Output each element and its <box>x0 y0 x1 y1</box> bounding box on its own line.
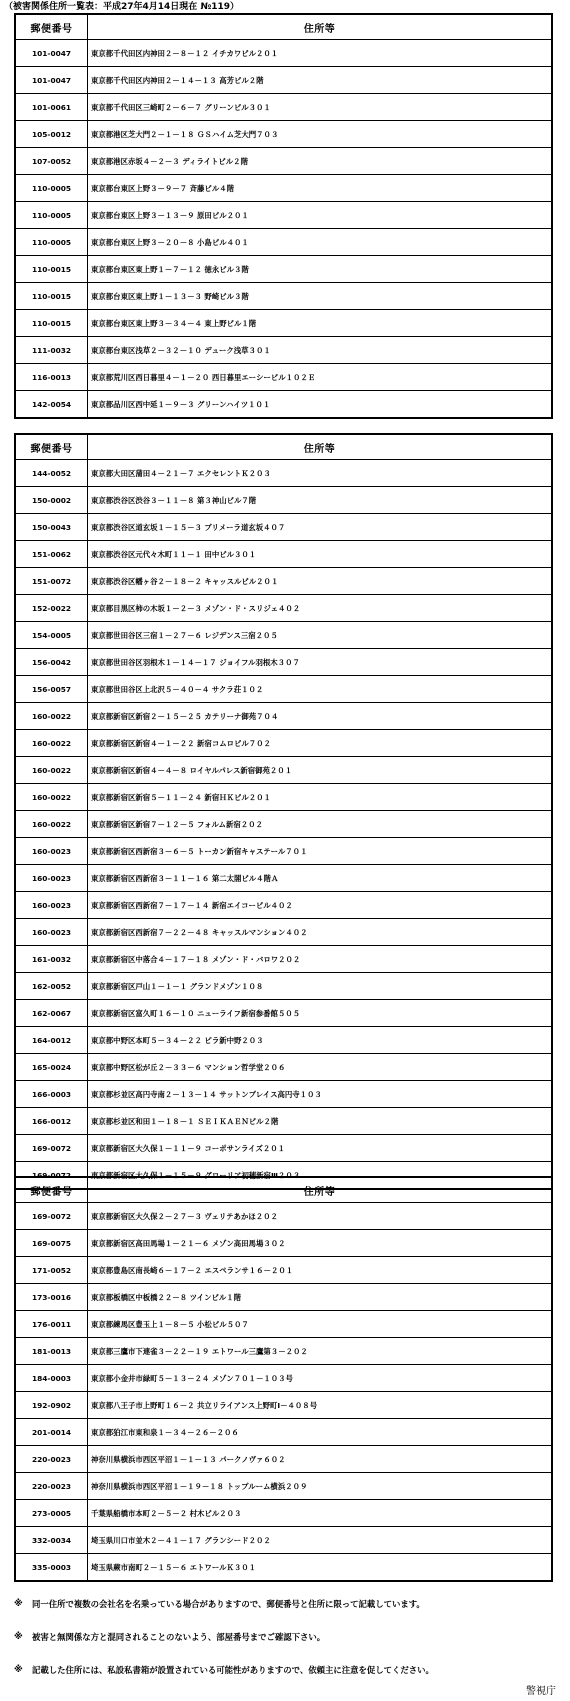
postal-code-cell: 162-0067 <box>16 1000 88 1027</box>
address-cell: 東京都世田谷区上北沢５－４０－４ サクラ荘１０２ <box>88 676 552 703</box>
postal-code-cell: 201-0014 <box>16 1419 88 1446</box>
address-cell: 東京都千代田区三崎町２－６－７ グリーンビル３０１ <box>88 94 552 121</box>
postal-code-cell: 176-0011 <box>16 1311 88 1338</box>
address-cell: 千葉県船橋市本町２－５－２ 村木ビル２０３ <box>88 1500 552 1527</box>
postal-code-cell: 107-0052 <box>16 148 88 175</box>
postal-code-cell: 110-0005 <box>16 202 88 229</box>
table-header-row <box>16 435 552 460</box>
table-row <box>16 1527 552 1554</box>
address-cell: 東京都渋谷区幡ヶ谷２－１８－２ キャッスルビル２０１ <box>88 568 552 595</box>
table-row <box>16 1000 552 1027</box>
table-row <box>16 676 552 703</box>
address-header: 住所等 <box>88 1178 552 1203</box>
table-row <box>16 1446 552 1473</box>
address-cell: 東京都大田区蒲田４－２１－７ エクセレントＫ２０３ <box>88 460 552 487</box>
address-header: 住所等 <box>88 435 552 460</box>
address-cell: 神奈川県横浜市西区平沼１－１－１３ パークノヴァ６０２ <box>88 1446 552 1473</box>
postal-code-cell: 173-0016 <box>16 1284 88 1311</box>
note-2: 被害と無関係な方と混同されることのないよう、部屋番号までご確認下さい。 <box>32 1632 326 1642</box>
table-row <box>16 1135 552 1162</box>
postal-code-cell: 169-0075 <box>16 1230 88 1257</box>
table-row <box>16 94 552 121</box>
document-title: （被害関係住所一覧表：平成27年4月14日現在 №119） <box>4 2 240 12</box>
address-header: 住所等 <box>88 15 552 40</box>
postal-code-cell: 101-0061 <box>16 94 88 121</box>
postal-code-cell: 184-0003 <box>16 1365 88 1392</box>
table-row <box>16 865 552 892</box>
table-row <box>16 919 552 946</box>
postal-code-cell: 162-0052 <box>16 973 88 1000</box>
address-table-1 <box>15 14 552 418</box>
address-cell: 東京都中野区松が丘２－３３－６ マンション哲学堂２０６ <box>88 1054 552 1081</box>
table-row <box>16 1500 552 1527</box>
table-row <box>16 1108 552 1135</box>
table-row <box>16 1419 552 1446</box>
postal-code-cell: 273-0005 <box>16 1500 88 1527</box>
table-row <box>16 1284 552 1311</box>
table-row <box>16 1311 552 1338</box>
postal-code-cell: 101-0047 <box>16 40 88 67</box>
postal-code-cell: 105-0012 <box>16 121 88 148</box>
address-table-3 <box>15 1177 552 1581</box>
address-cell: 東京都台東区浅草２－３２－１０ デューク浅草３０１ <box>88 337 552 364</box>
postal-code-cell: 160-0023 <box>16 892 88 919</box>
note-3: 記載した住所には、私設私書箱が設置されている可能性がありますので、依頼主に注意を促してください。 <box>32 1665 434 1675</box>
address-cell: 東京都杉並区和田１－１８－１ ＳＥＩＫＡＥＮビル２階 <box>88 1108 552 1135</box>
postal-code-cell: 151-0062 <box>16 541 88 568</box>
table-row <box>16 595 552 622</box>
table-row <box>16 364 552 391</box>
address-cell: 東京都豊島区南長崎６－１７－２ エスペランサ１６－２０１ <box>88 1257 552 1284</box>
postal-code-cell: 156-0057 <box>16 676 88 703</box>
postal-code-cell: 160-0022 <box>16 784 88 811</box>
table-row <box>16 946 552 973</box>
table-row <box>16 757 552 784</box>
address-cell: 東京都新宿区西新宿３－６－５ トーカン新宿キャステール７０１ <box>88 838 552 865</box>
table-row <box>16 175 552 202</box>
address-cell: 東京都新宿区新宿４－４－８ ロイヤルパレス新宿御苑２０１ <box>88 757 552 784</box>
table-row <box>16 1338 552 1365</box>
postal-code-cell: 335-0003 <box>16 1554 88 1581</box>
postal-code-cell: 161-0032 <box>16 946 88 973</box>
postal-code-cell: 160-0022 <box>16 703 88 730</box>
address-cell: 東京都千代田区内神田２－１４－１３ 高芳ビル２階 <box>88 67 552 94</box>
postal-code-cell: 332-0034 <box>16 1527 88 1554</box>
table-row <box>16 40 552 67</box>
address-cell: 東京都渋谷区元代々木町１１－１ 田中ビル３０１ <box>88 541 552 568</box>
postal-code-cell: 160-0022 <box>16 730 88 757</box>
postal-code-cell: 160-0022 <box>16 757 88 784</box>
address-cell: 東京都新宿区新宿４－１－２２ 新宿コムロビル７０２ <box>88 730 552 757</box>
address-cell: 東京都品川区西中延１－９－３ グリーンハイツ１０１ <box>88 391 552 418</box>
address-cell: 東京都渋谷区渋谷３－１１－８ 第３神山ビル７階 <box>88 487 552 514</box>
postal-code-cell: 152-0022 <box>16 595 88 622</box>
address-cell: 東京都渋谷区道玄坂１－１５－３ プリメーラ道玄坂４０７ <box>88 514 552 541</box>
address-cell: 東京都八王子市上野町１６－２ 共立リライアンス上野町Ⅰ－４０８号 <box>88 1392 552 1419</box>
postal-code-cell: 156-0042 <box>16 649 88 676</box>
postal-code-cell: 154-0005 <box>16 622 88 649</box>
table-row <box>16 541 552 568</box>
postal-code-header: 郵便番号 <box>16 15 88 40</box>
postal-code-cell: 220-0023 <box>16 1473 88 1500</box>
note-mark: ※ <box>14 1665 23 1675</box>
address-cell: 神奈川県横浜市西区平沼１－１９－１８ トップルーム横浜２０９ <box>88 1473 552 1500</box>
postal-code-cell: 150-0002 <box>16 487 88 514</box>
address-cell: 東京都板橋区中板橋２２－８ ツインビル１階 <box>88 1284 552 1311</box>
table-row <box>16 229 552 256</box>
address-cell: 東京都新宿区高田馬場１－２１－６ メゾン高田馬場３０２ <box>88 1230 552 1257</box>
address-cell: 東京都新宿区新宿７－１２－５ フォルム新宿２０２ <box>88 811 552 838</box>
postal-code-cell: 166-0003 <box>16 1081 88 1108</box>
address-cell: 東京都新宿区新宿５－１１－２４ 新宿ＨＫビル２０１ <box>88 784 552 811</box>
table-row <box>16 568 552 595</box>
address-cell: 東京都台東区上野３－２０－８ 小島ビル４０１ <box>88 229 552 256</box>
address-cell: 東京都新宿区西新宿３－１１－１６ 第二太閤ビル４階Ａ <box>88 865 552 892</box>
address-cell: 東京都台東区東上野３－３４－４ 東上野ビル１階 <box>88 310 552 337</box>
postal-code-header: 郵便番号 <box>16 435 88 460</box>
address-cell: 埼玉県川口市並木２－４１－１７ グランシード２０２ <box>88 1527 552 1554</box>
address-cell: 東京都荒川区西日暮里４－１－２０ 西日暮里エーシービル１０２Ｅ <box>88 364 552 391</box>
table-row <box>16 1027 552 1054</box>
postal-code-cell: 192-0902 <box>16 1392 88 1419</box>
table-row <box>16 121 552 148</box>
address-cell: 埼玉県蕨市南町２－１５－６ エトワールＫ３０１ <box>88 1554 552 1581</box>
postal-code-cell: 160-0022 <box>16 811 88 838</box>
address-cell: 東京都台東区東上野１－１３－３ 野崎ビル３階 <box>88 283 552 310</box>
postal-code-cell: 150-0043 <box>16 514 88 541</box>
address-cell: 東京都新宿区西新宿７－１７－１４ 新宿エイコービル４０２ <box>88 892 552 919</box>
address-table-2 <box>15 434 552 1189</box>
table-row <box>16 256 552 283</box>
table-row <box>16 1365 552 1392</box>
address-cell: 東京都新宿区中落合４－１７－１８ メゾン・ド・バロワ２０２ <box>88 946 552 973</box>
address-cell: 東京都新宿区大久保２－２７－３ ヴェリテあかほ２０２ <box>88 1203 552 1230</box>
table-row <box>16 202 552 229</box>
postal-code-cell: 160-0023 <box>16 838 88 865</box>
address-cell: 東京都目黒区柿の木坂１－２－３ メゾン・ド・スリジェ４０２ <box>88 595 552 622</box>
table-row <box>16 1081 552 1108</box>
postal-code-cell: 110-0015 <box>16 310 88 337</box>
note-1: 同一住所で複数の会社名を名乗っている場合がありますので、郵便番号と住所に限って記載しています。 <box>32 1599 425 1609</box>
note-mark: ※ <box>14 1632 23 1642</box>
address-cell: 東京都世田谷区羽根木１－１４－１７ ジョイフル羽根木３０７ <box>88 649 552 676</box>
table-row <box>16 310 552 337</box>
table-row <box>16 784 552 811</box>
postal-code-cell: 111-0032 <box>16 337 88 364</box>
postal-code-cell: 220-0023 <box>16 1446 88 1473</box>
postal-code-cell: 169-0072 <box>16 1135 88 1162</box>
table-row <box>16 622 552 649</box>
table-row <box>16 973 552 1000</box>
note-mark: ※ <box>14 1599 23 1609</box>
table-row <box>16 460 552 487</box>
address-cell: 東京都世田谷区三宿１－２７－６ レジデンス三宿２０５ <box>88 622 552 649</box>
postal-code-cell: 164-0012 <box>16 1027 88 1054</box>
table-row <box>16 67 552 94</box>
table-row <box>16 148 552 175</box>
postal-code-cell: 169-0072 <box>16 1203 88 1230</box>
postal-code-cell: 110-0005 <box>16 175 88 202</box>
issuer-signature: 警視庁 <box>526 1686 556 1697</box>
table-row <box>16 487 552 514</box>
table-row <box>16 1554 552 1581</box>
postal-code-cell: 144-0052 <box>16 460 88 487</box>
postal-code-cell: 165-0024 <box>16 1054 88 1081</box>
address-cell: 東京都千代田区内神田２－８－１２ イチカワビル２０１ <box>88 40 552 67</box>
postal-code-cell: 160-0023 <box>16 865 88 892</box>
address-cell: 東京都台東区東上野１－７－１２ 徳永ビル３階 <box>88 256 552 283</box>
postal-code-cell: 116-0013 <box>16 364 88 391</box>
address-cell: 東京都新宿区富久町１６－１０ ニューライフ新宿参番館５０５ <box>88 1000 552 1027</box>
address-cell: 東京都三鷹市下連雀３－２２－１９ エトワール三鷹第３－２０２ <box>88 1338 552 1365</box>
address-cell: 東京都狛江市東和泉１－３４－２６－２０６ <box>88 1419 552 1446</box>
address-cell: 東京都新宿区大久保１－１５－９ グローリア初穂新宿Ⅲ２０３ <box>88 1162 552 1189</box>
address-cell: 東京都港区芝大門２－１－１８ ＧＳハイム芝大門７０３ <box>88 121 552 148</box>
postal-code-cell: 110-0005 <box>16 229 88 256</box>
address-cell: 東京都中野区本町５－３４－２２ ピラ新中野２０３ <box>88 1027 552 1054</box>
address-cell: 東京都港区赤坂４－２－３ ディライトビル２階 <box>88 148 552 175</box>
address-cell: 東京都台東区上野３－１３－９ 原田ビル２０１ <box>88 202 552 229</box>
postal-code-cell: 110-0015 <box>16 256 88 283</box>
table-row <box>16 1392 552 1419</box>
table-row <box>16 391 552 418</box>
address-cell: 東京都新宿区大久保１－１１－９ コーポサンライズ２０１ <box>88 1135 552 1162</box>
postal-code-cell: 166-0012 <box>16 1108 88 1135</box>
postal-code-cell: 171-0052 <box>16 1257 88 1284</box>
postal-code-cell: 151-0072 <box>16 568 88 595</box>
table-row <box>16 283 552 310</box>
address-cell: 東京都台東区上野３－９－７ 斉藤ビル４階 <box>88 175 552 202</box>
table-row <box>16 337 552 364</box>
table-row <box>16 1203 552 1230</box>
address-cell: 東京都練馬区豊玉上１－８－５ 小松ビル５０７ <box>88 1311 552 1338</box>
table-row <box>16 730 552 757</box>
table-header-row <box>16 1178 552 1203</box>
table-row <box>16 649 552 676</box>
table-row <box>16 892 552 919</box>
table-row <box>16 1257 552 1284</box>
postal-code-cell: 142-0054 <box>16 391 88 418</box>
postal-code-cell: 169-0072 <box>16 1162 88 1189</box>
table-row <box>16 514 552 541</box>
table-row <box>16 838 552 865</box>
address-cell: 東京都杉並区高円寺南２－１３－１４ サットンプレイス高円寺１０３ <box>88 1081 552 1108</box>
address-cell: 東京都新宿区西新宿７－２２－４８ キャッスルマンション４０２ <box>88 919 552 946</box>
postal-code-cell: 160-0023 <box>16 919 88 946</box>
table-row <box>16 703 552 730</box>
table-row <box>16 1473 552 1500</box>
postal-code-header: 郵便番号 <box>16 1178 88 1203</box>
table-row <box>16 811 552 838</box>
postal-code-cell: 110-0015 <box>16 283 88 310</box>
address-cell: 東京都小金井市緑町５－１３－２４ メゾン７０１－１０３号 <box>88 1365 552 1392</box>
postal-code-cell: 181-0013 <box>16 1338 88 1365</box>
table-row <box>16 1230 552 1257</box>
postal-code-cell: 101-0047 <box>16 67 88 94</box>
address-cell: 東京都新宿区新宿２－１５－２５ カテリーナ御苑７０４ <box>88 703 552 730</box>
address-cell: 東京都新宿区戸山１－１－１ グランドメゾン１０８ <box>88 973 552 1000</box>
table-header-row <box>16 15 552 40</box>
table-row <box>16 1054 552 1081</box>
